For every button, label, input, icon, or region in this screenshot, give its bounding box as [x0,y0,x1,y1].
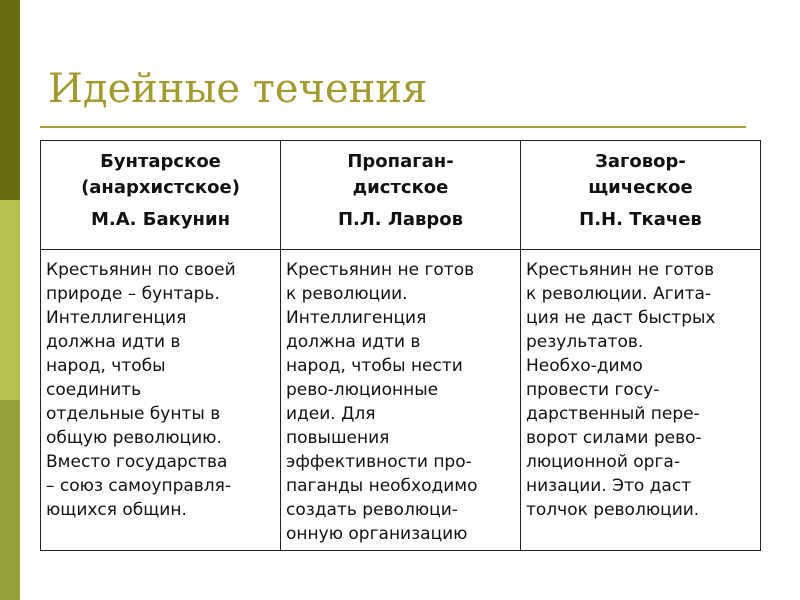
title-underline [40,126,746,128]
body-cell-conspiracy [521,250,761,551]
body-line: повышения [286,428,390,448]
body-line: должна идти в [286,332,421,352]
body-line: ворот силами рево- [526,428,702,448]
body-line: эффективности про- [286,452,472,472]
ideology-table [40,140,761,551]
body-line: Крестьянин не готов [286,260,475,280]
body-line: Интеллигенция [286,308,427,328]
body-line: природе – бунтарь. [46,284,220,304]
side-stripe-top [0,0,20,200]
body-line: толчок революции. [526,500,700,520]
author-name: М.А. Бакунин [90,209,231,230]
body-line: общую революцию. [46,428,222,448]
author-name: П.Л. Лавров [337,209,464,230]
body-line: народ, чтобы нести [286,356,463,376]
body-line: дарственный пере- [526,404,700,424]
body-line: ющихся общин. [46,500,187,520]
header-line: Пропаган- [347,151,454,172]
body-line: рево-люционные [286,380,439,400]
header-line: Заговор- [595,151,686,172]
body-line: результатов. [526,332,644,352]
body-line: Необхо-димо [526,356,643,376]
body-line: паганды необходимо [286,476,478,496]
side-stripe-bottom [0,400,20,600]
body-cell-rebel [41,250,281,551]
body-line: соединить [46,380,142,400]
body-line: Вместо государства [46,452,228,472]
body-cell-propaganda [281,250,521,551]
body-line: низации. Это даст [526,476,692,496]
header-cell-conspiracy [521,141,761,250]
body-line: к революции. [286,284,408,304]
body-line: народ, чтобы [46,356,166,376]
body-line: онную организацию [286,524,468,544]
body-line: идеи. Для [286,404,376,424]
header-line: дистское [352,177,449,198]
body-line: должна идти в [46,332,181,352]
author-name: П.Н. Ткачев [579,209,702,230]
header-cell-propaganda [281,141,521,250]
side-stripe-middle [0,200,20,400]
body-line: Крестьянин не готов [526,260,715,280]
slide-title: Идейные течения [48,66,428,112]
body-line: провести госу- [526,380,660,400]
table-header-row [41,141,761,250]
header-cell-rebel [41,141,281,250]
table-body-row [41,250,761,551]
body-line: ция не даст быстрых [526,308,716,328]
body-line: отдельные бунты в [46,404,221,424]
header-line: (анархистское) [81,177,240,198]
body-line: Интеллигенция [46,308,187,328]
header-line: щическое [588,177,693,198]
body-line: к революции. Агита- [526,284,712,304]
body-line: Крестьянин по своей [46,260,236,280]
header-line: Бунтарское [100,151,221,172]
body-line: создать революци- [286,500,458,520]
body-line: люционной орга- [526,452,680,472]
body-line: – союз самоуправля- [46,476,232,496]
